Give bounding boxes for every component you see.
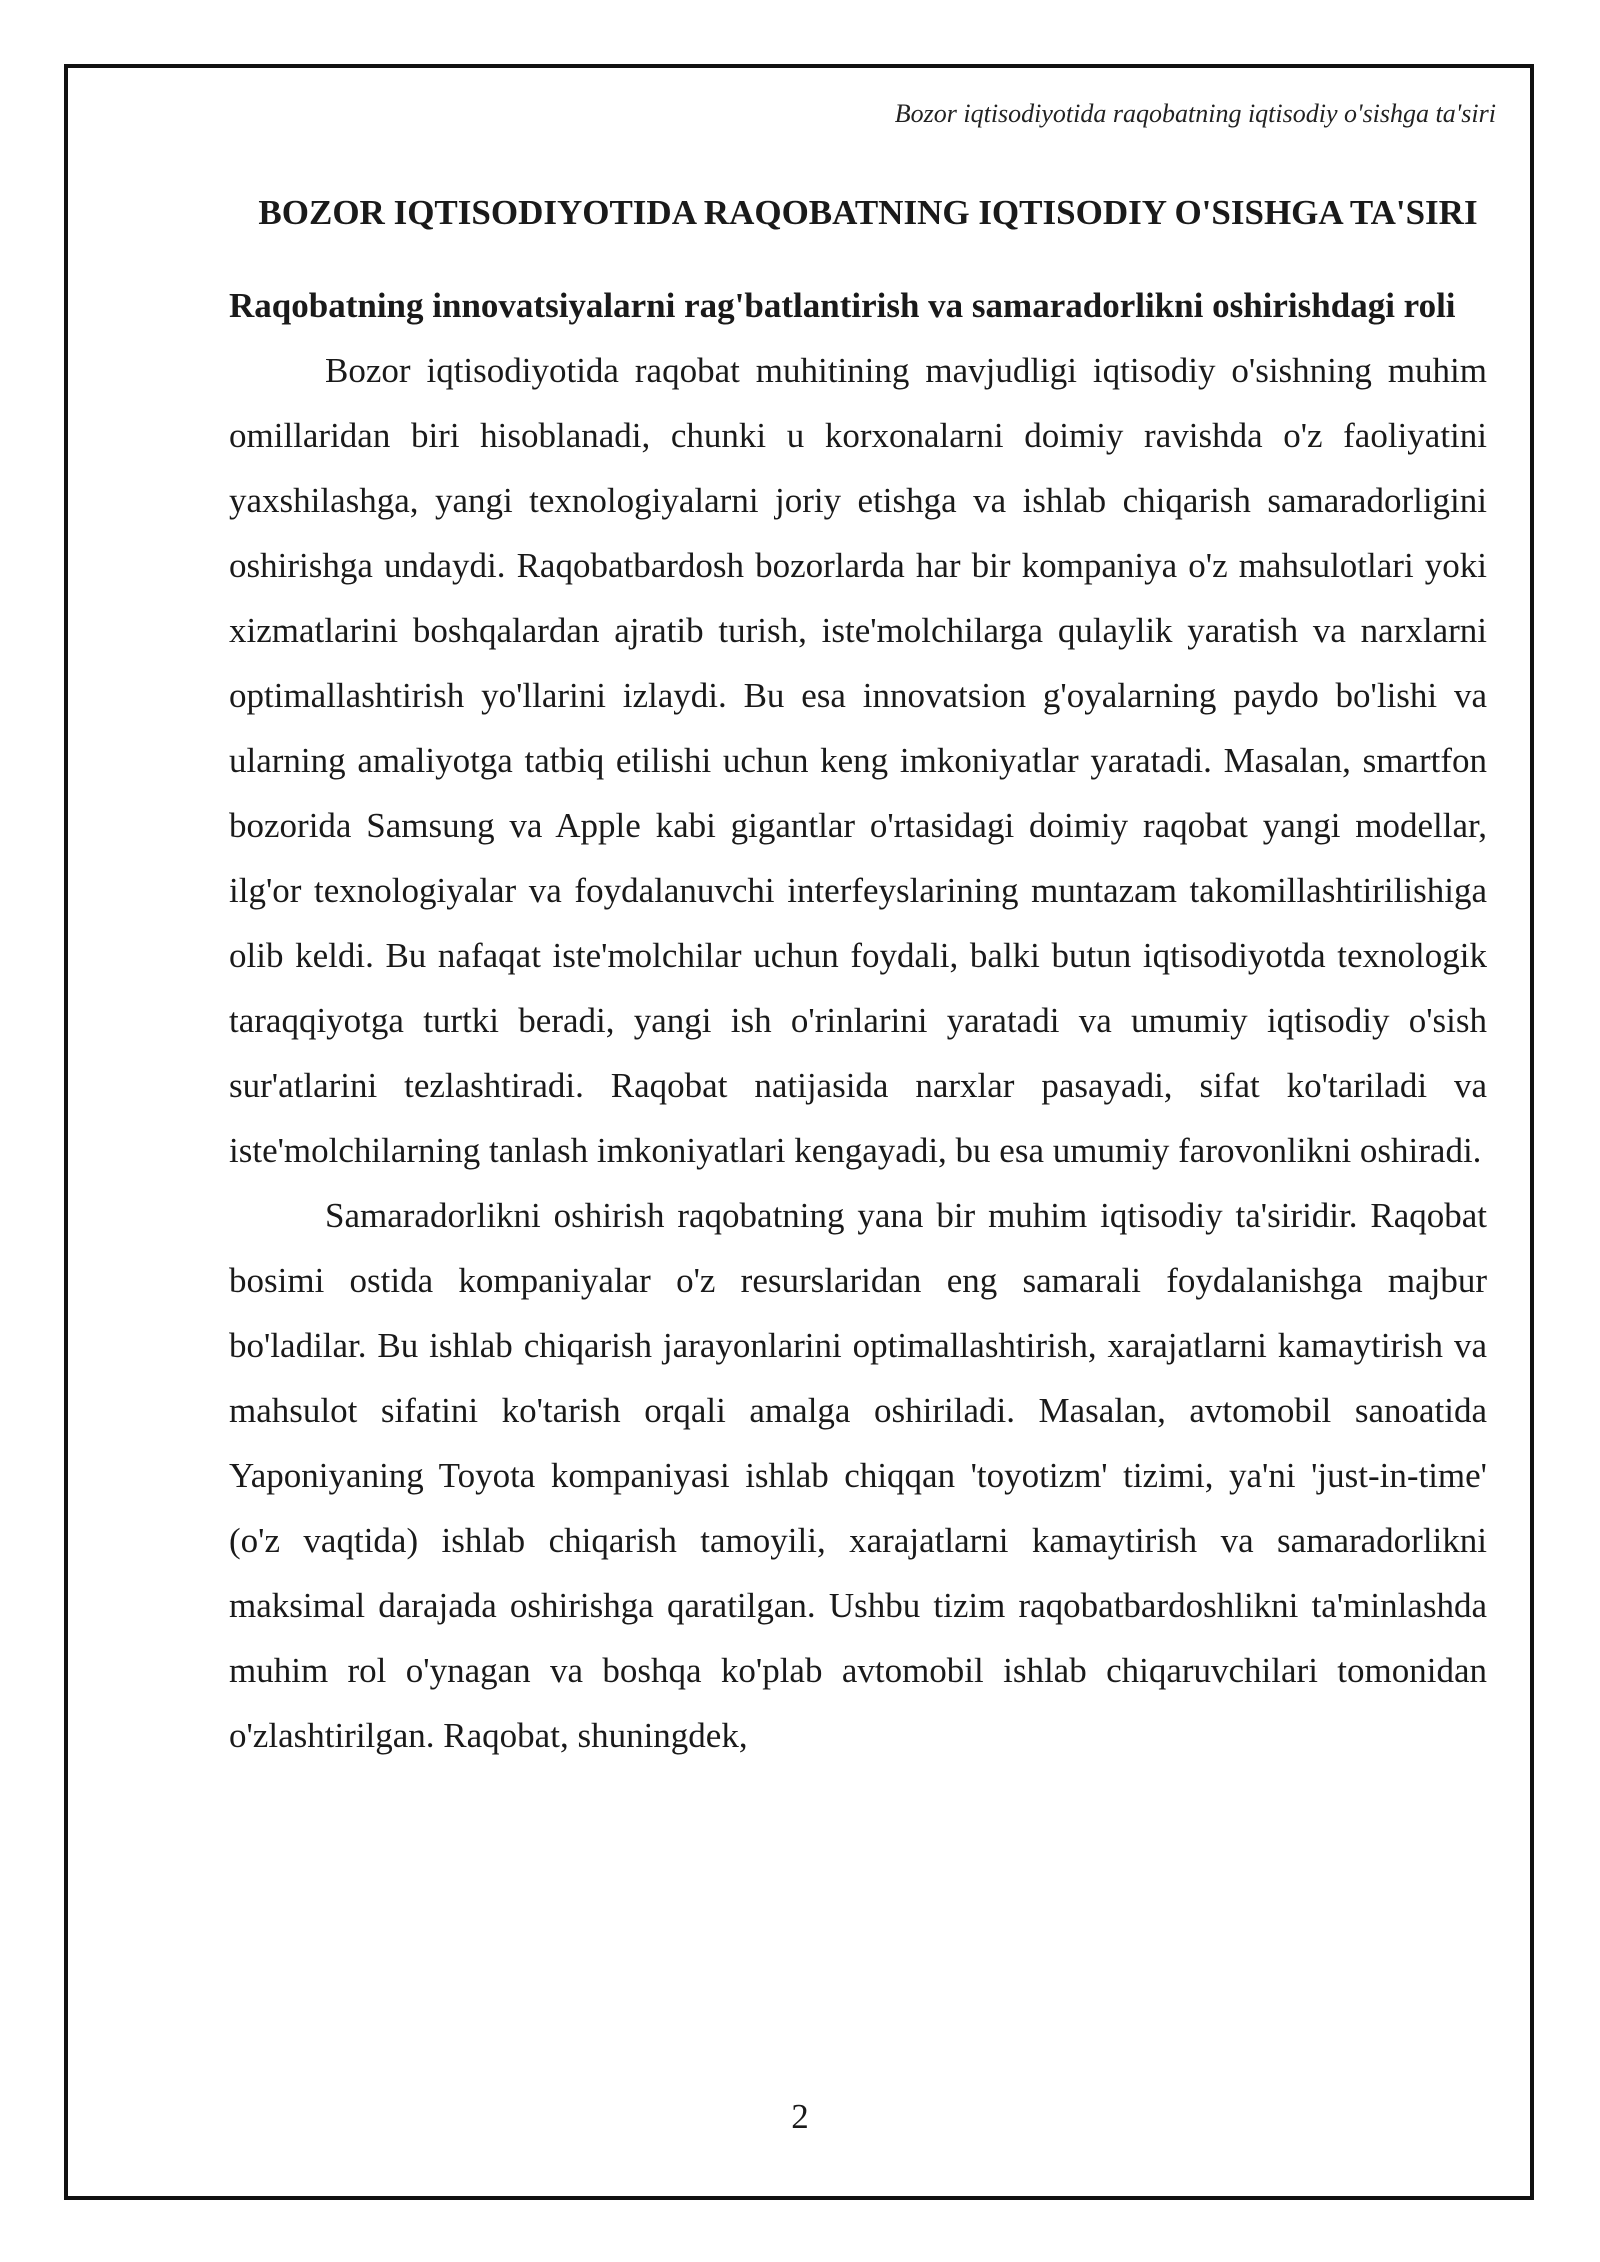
body-paragraph-2: Samaradorlikni oshirish raqobatning yana bir muhim iqtisodiy ta'siridir. Raqobat bosimi ostida kompaniyalar o'z resurslaridan eng samarali foydalanishga majbur bo'ladilar. Bu ishlab chiqarish jarayonlarini optimallashtirish, xarajatlarni kamaytirish va mahsulot sifatini ko'tarish orqali amalga oshiriladi. Masalan, avtomobil sanoatida Yaponiyaning Toyota kompaniyasi ishlab chiqqan 'toyotizm' tizimi, ya'ni 'just-in-time' (o'z vaqtida) ishlab chiqarish tamoyili, xarajatlarni kamaytirish va samaradorlikni maksimal darajada oshirishga qaratilgan. Ushbu tizim raqobatbardoshlikni ta'minlashda muhim rol o'ynagan va boshqa ko'plab avtomobil ishlab chiqaruvchilari tomonidan o'zlashtirilgan. Raqobat, shuningdek, [229, 1196, 1487, 1755]
document-title: BOZOR IQTISODIYOTIDA RAQOBATNING IQTISODIY O'SISHGA TA'SIRI [258, 193, 1478, 232]
body-paragraph-1: Bozor iqtisodiyotida raqobat muhitining mavjudligi iqtisodiy o'sishning muhim omillaridan biri hisoblanadi, chunki u korxonalarni doimiy ravishda o'z faoliyatini yaxshilashga, yangi texnologiyalarni joriy etishga va ishlab chiqarish samaradorligini oshirishga undaydi. Raqobatbardosh bozorlarda har bir kompaniya o'z mahsulotlari yoki xizmatlarini boshqalardan ajratib turish, iste'molchilarga qulaylik yaratish va narxlarni optimallashtirish yo'llarini izlaydi. Bu esa innovatsion g'oyalarning paydo bo'lishi va ularning amaliyotga tatbiq etilishi uchun keng imkoniyatlar yaratadi. Masalan, smartfon bozorida Samsung va Apple kabi gigantlar o'rtasidagi doimiy raqobat yangi modellar, ilg'or texnologiyalar va foydalanuvchi interfeyslarining muntazam takomillashtirilishiga olib keldi. Bu nafaqat iste'molchilar uchun foydali, balki butun iqtisodiyotda texnologik taraqqiyotga turtki beradi, yangi ish o'rinlarini yaratadi va umumiy iqtisodiy o'sish sur'atlarini tezlashtiradi. Raqobat natijasida narxlar pasayadi, sifat ko'tariladi va iste'molchilarning tanlash imkoniyatlari kengayadi, bu esa umumiy farovonlikni oshiradi. [229, 351, 1487, 1170]
section-heading: Raqobatning innovatsiyalarni rag'batlantirish va samaradorlikni oshirishdagi roli [229, 286, 1456, 325]
page-number: 2 [791, 2097, 809, 2136]
running-header: Bozor iqtisodiyotida raqobatning iqtisodiy o'sishga ta'siri [894, 99, 1496, 128]
page-content [229, 180, 1487, 1768]
